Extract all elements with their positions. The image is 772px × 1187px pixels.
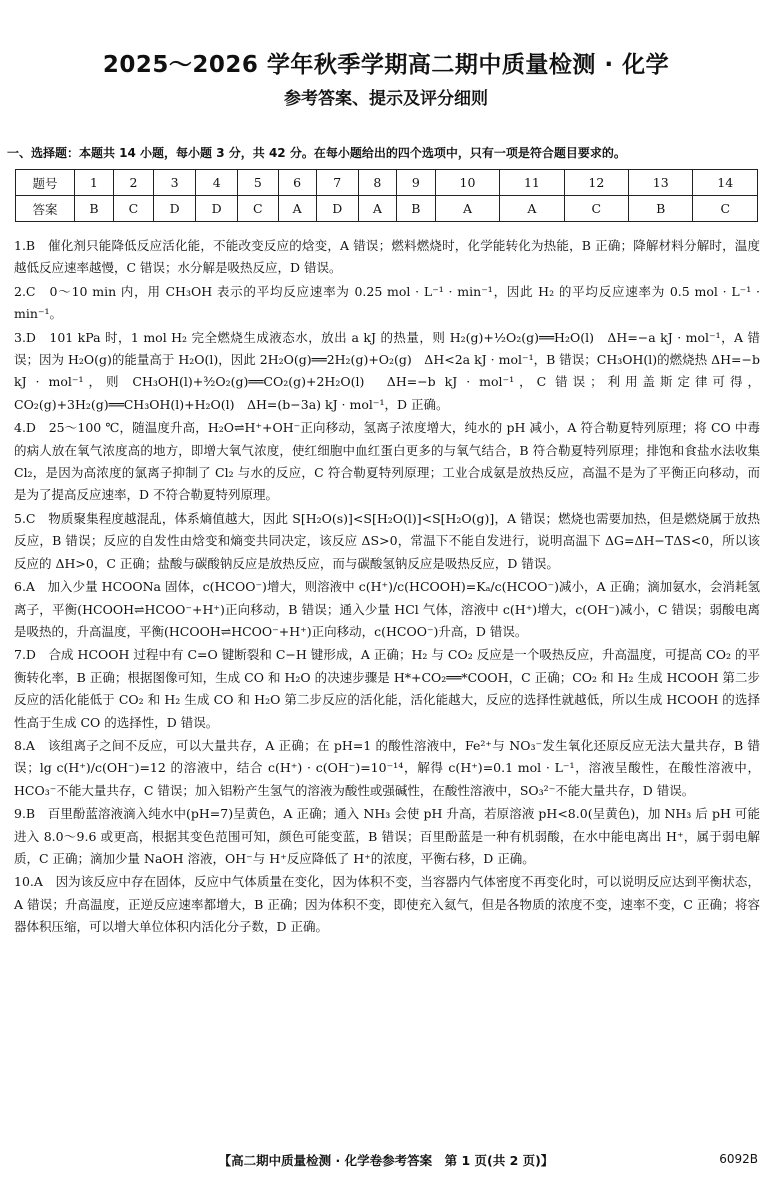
answer-cell: A [435,196,499,222]
answer-cell: D [316,196,358,222]
explanation-item: 2.C 0～10 min 内，用 CH₃OH 表示的平均反应速率为 0.25 mol · L⁻¹ · min⁻¹，因此 H₂ 的平均反应速率为 0.5 mol · L⁻¹ · min⁻¹。 [14,283,760,322]
question-number: 5 [238,170,278,196]
explanation-item: 8.A 该组离子之间不反应，可以大量共存，A 正确；在 pH=1 的酸性溶液中，Fe²⁺与 NO₃⁻发生氧化还原反应无法大量共存，B 错误；lg c(H⁺)/c(OH⁻)=12 的溶液中，结合 c(H⁺) · c(OH⁻)=10⁻¹⁴，解得 c(H⁺)=0.1 mol · L⁻¹，溶液呈酸性，在酸性溶液中，HCO₃⁻不能大量共存，C 错误；加入铝粉产生氢气的溶液为酸性或强碱性，在酸性溶液中，SO₃²⁻不能大量共存，D 错误。 [14,737,760,798]
question-number: 6 [278,170,316,196]
answer-cell: A [358,196,396,222]
explanation-item: 4.D 25～100 ℃，随温度升高，H₂O⇌H⁺+OH⁻正向移动，氢离子浓度增大，纯水的 pH 减小，A 符合勒夏特列原理；将 CO 中毒的病人放在氧气浓度高的地方，即增大氧气浓度，使红细胞中血红蛋白更多的与氧气结合，B 符合勒夏特列原理；排饱和食盐水法收集 Cl₂，是因为高浓度的氯离子抑制了 Cl₂ 与水的反应，C 符合勒夏特列原理；工业合成氨是放热反应，高温不是为了平衡正向移动，而是为了提高反应速率，D 不符合勒夏特列原理。 [14,420,760,503]
table-row-numbers [16,170,758,196]
section-heading: 一、选择题：本题共 14 小题，每小题 3 分，共 42 分。在每小题给出的四个选项中，只有一项是符合题目要求的。 [7,146,626,160]
answer-cell: C [238,196,278,222]
page-title: 2025～2026 学年秋季学期高二期中质量检测 · 化学 [102,52,670,78]
question-number: 2 [113,170,153,196]
answer-cell: C [113,196,153,222]
page-subtitle: 参考答案、提示及评分细则 [284,89,488,109]
answer-cell: D [196,196,238,222]
explanation-item: 3.D 101 kPa 时，1 mol H₂ 完全燃烧生成液态水，放出 a kJ 的热量，则 H₂(g)+½O₂(g)══H₂O(l) ΔH=−a kJ · mol⁻¹，A 错误；因为 H₂O(g)的能量高于 H₂O(l)，因此 2H₂O(g)══2H₂(g)+O₂(g) ΔH<2a kJ · mol⁻¹，B 错误；CH₃OH(l)的燃烧热 ΔH=−b kJ · mol⁻¹，则 CH₃OH(l)+³⁄₂O₂(g)══CO₂(g)+2H₂O(l) ΔH=−b kJ · mol⁻¹，C 错误；利用盖斯定律可得，CO₂(g)+3H₂(g)══CH₃OH(l)+H₂O(l) ΔH=(b−3a) kJ · mol⁻¹，D 正确。 [14,329,760,412]
document-code: 6092B [719,1152,758,1166]
answer-table [15,169,758,222]
explanation-item: 6.A 加入少量 HCOONa 固体，c(HCOO⁻)增大，则溶液中 c(H⁺)/c(HCOOH)=Kₐ/c(HCOO⁻)减小，A 正确；滴加氨水，会消耗氢离子，平衡(HCOOH⇌HCOO⁻+H⁺)正向移动，B 错误；通入少量 HCl 气体，溶液中 c(H⁺)增大，c(OH⁻)减小，C 错误；弱酸电离是吸热的，升高温度，平衡(HCOOH⇌HCOO⁻+H⁺)正向移动，c(HCOO⁻)升高，D 错误。 [14,579,760,639]
explanation-item: 10.A 因为该反应中存在固体，反应中气体质量在变化，因为体积不变，当容器内气体密度不再变化时，可以说明反应达到平衡状态，A 错误；升高温度，正逆反应速率都增大，B 正确；因为体积不变，即使充入氦气，但是各物质的浓度不变，速率不变，C 正确；将容器体积压缩，可以增大单位体积内活化分子数，D 正确。 [14,874,760,935]
answer-cell: C [693,196,758,222]
answer-cell: A [278,196,316,222]
explanation-item: 1.B 催化剂只能降低反应活化能，不能改变反应的焓变，A 错误；燃料燃烧时，化学能转化为热能，B 正确；降解材料分解时，温度越低反应速率越慢，C 错误；水分解是吸热反应，D 错误。 [14,238,760,276]
row-label-number: 题号 [16,170,75,196]
explanation-item: 9.B 百里酚蓝溶液滴入纯水中(pH=7)呈黄色，A 正确；通入 NH₃ 会使 pH 升高，若原溶液 pH<8.0(呈黄色)，加 NH₃ 后 pH 可能进入 8.0～9.6 或更高，根据其变色范围可知，颜色可能变蓝，B 错误；百里酚蓝是一种有机弱酸，在水中能电离出 H⁺，属于弱电解质，C 正确；滴加少量 NaOH 溶液，OH⁻与 H⁺反应降低了 H⁺的浓度，平衡右移，D 正确。 [14,806,760,866]
question-number: 9 [396,170,435,196]
answer-cell: B [75,196,114,222]
explanation-item: 5.C 物质聚集程度越混乱，体系熵值越大，因此 S[H₂O(s)]<S[H₂O(l)]<S[H₂O(g)]，A 错误；燃烧也需要加热，但是燃烧属于放热反应，B 错误；反应的自发性由焓变和熵变共同决定，该反应 ΔS>0，常温下不能自发进行，说明高温下 ΔG=ΔH−TΔS<0，所以该反应的 ΔH>0，C 正确；盐酸与碳酸钠反应是放热反应，而与碳酸氢钠反应是吸热反应，D 错误。 [14,510,760,571]
answer-cell: B [629,196,693,222]
page-footer: 【高二期中质量检测 · 化学卷参考答案 第 1 页(共 2 页)】 [218,1153,554,1168]
question-number: 13 [629,170,693,196]
question-number: 8 [358,170,396,196]
answer-cell: B [396,196,435,222]
question-number: 7 [316,170,358,196]
question-number: 10 [435,170,499,196]
table-row-answers [16,196,758,222]
question-number: 11 [500,170,564,196]
answer-cell: A [500,196,564,222]
explanation-item: 7.D 合成 HCOOH 过程中有 C=O 键断裂和 C−H 键形成，A 正确；H₂ 与 CO₂ 反应是一个吸热反应，升高温度，可提高 CO₂ 的平衡转化率，B 正确；根据图像可知，生成 CO 和 H₂O 的决速步骤是 H*+CO₂══*COOH，C 正确；CO₂ 和 H₂ 生成 HCOOH 第二步反应的活化能低于 CO₂ 和 H₂ 生成 CO 和 H₂O 第二步反应的活化能，活化能越大，反应的选择性就越低，所以生成 HCOOH 的选择性高于生成 CO 的选择性，D 错误。 [14,647,760,730]
explanations [14,235,760,940]
question-number: 12 [564,170,628,196]
question-number: 14 [693,170,758,196]
question-number: 1 [75,170,114,196]
answer-cell: C [564,196,628,222]
question-number: 4 [196,170,238,196]
question-number: 3 [154,170,196,196]
row-label-answer: 答案 [16,196,75,222]
answer-cell: D [154,196,196,222]
